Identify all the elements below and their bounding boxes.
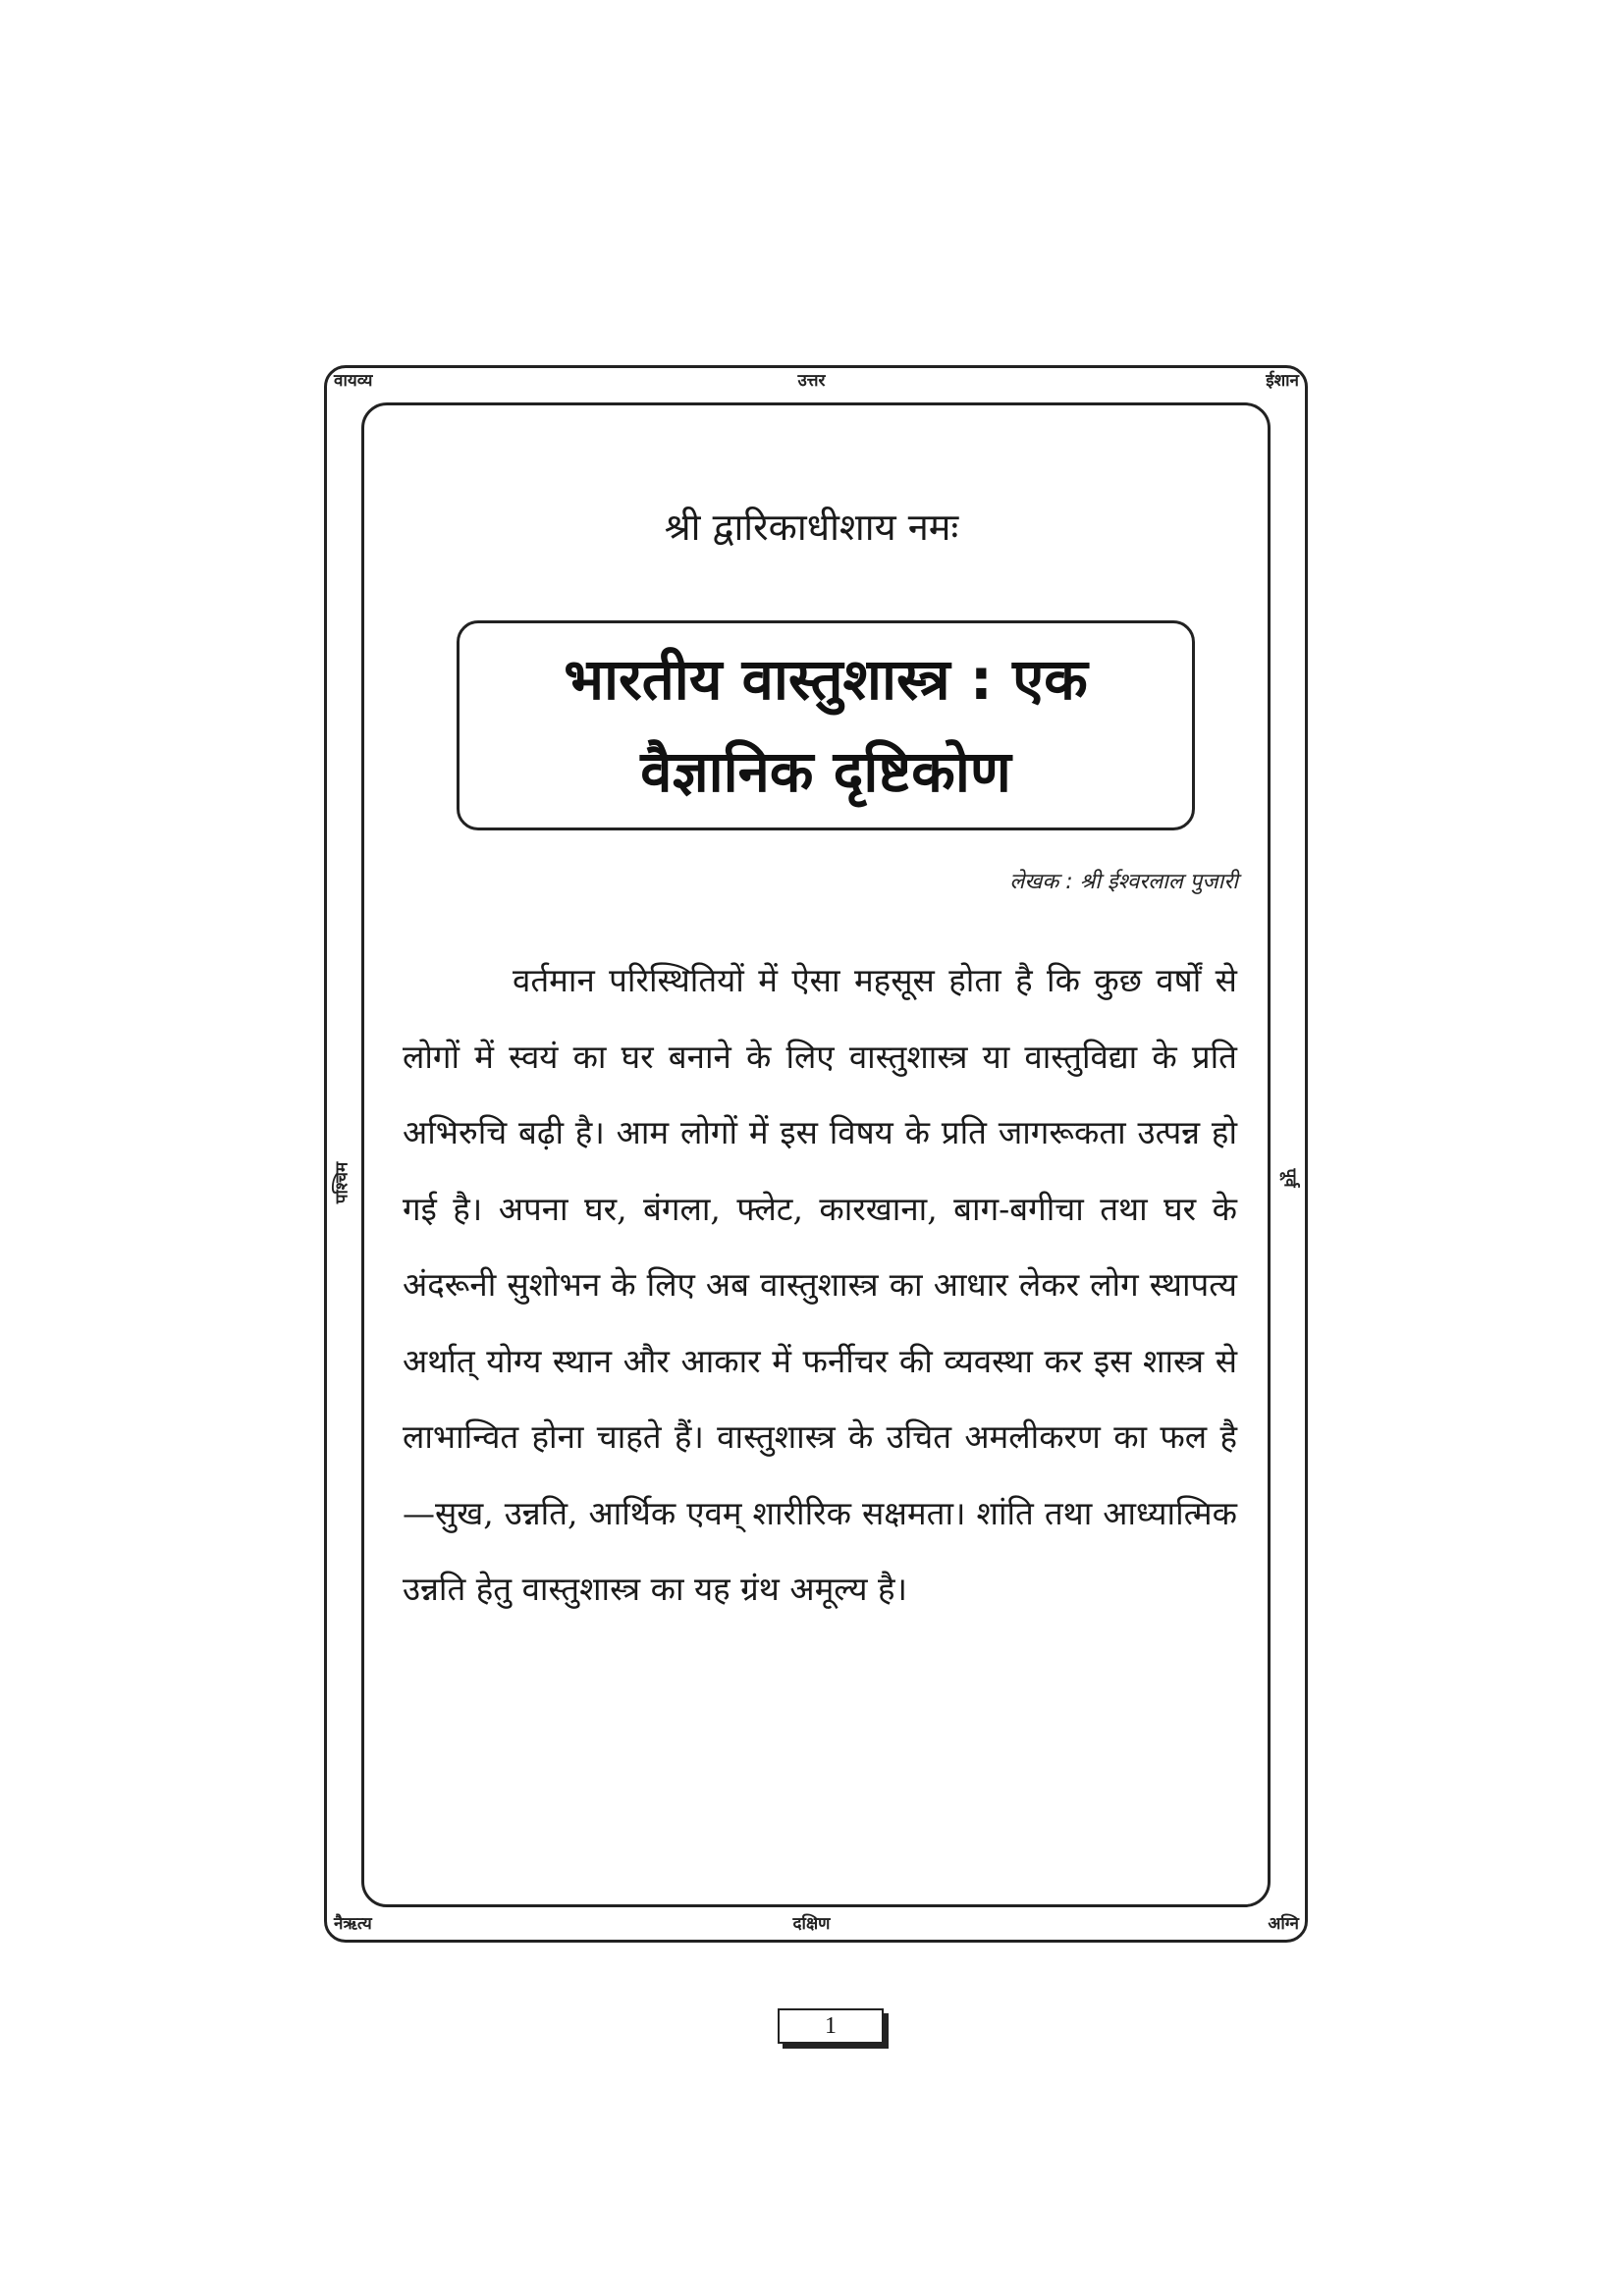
- author-credit: लेखक : श्री ईश्वरलाल पुजारी: [1009, 870, 1238, 894]
- direction-northeast: ईशान: [1266, 371, 1299, 391]
- title-line-1: भारतीय वास्तुशास्त्र : एक: [564, 646, 1088, 713]
- direction-south: दक्षिण: [792, 1914, 831, 1934]
- direction-east: पूर्व: [1279, 1168, 1300, 1188]
- body-paragraph: वर्तमान परिस्थितियों में ऐसा महसूस होता है कि कुछ वर्षों से लोगों में स्वयं का घर बनाने के लिए वास्तुशास्त्र या वास्तुविद्या के प्रति अभिरुचि बढ़ी है। आम लोगों में इस विषय के प्रति जागरूकता उत्पन्न हो गई है। अपना घर, बंगला, फ्लेट, कारखाना, बाग-बगीचा तथा घर के अंदरूनी सुशोभन के लिए अब वास्तुशास्त्र का आधार लेकर लोग स्थापत्य अर्थात् योग्य स्थान और आकार में फर्नीचर की व्यवस्था कर इस शास्त्र से लाभान्वित होना चाहते हैं। वास्तुशास्त्र के उचित अमलीकरण का फल है—सुख, उन्नति, आर्थिक एवम् शारीरिक सक्षमता। शांति तथा आध्यात्मिक उन्नति हेतु वास्तुशास्त्र का यह ग्रंथ अमूल्य है।: [403, 961, 1237, 1608]
- title-box: [457, 620, 1195, 830]
- direction-north: उत्तर: [797, 371, 826, 391]
- direction-northwest: वायव्य: [334, 371, 373, 391]
- title-line-2: वैज्ञानिक दृष्टिकोण: [640, 738, 1011, 805]
- direction-west: पश्चिम: [332, 1161, 352, 1204]
- direction-southeast: अग्नि: [1268, 1914, 1299, 1934]
- invocation-heading: श्री द्वारिकाधीशाय नमः: [664, 506, 959, 549]
- direction-southwest: नैऋत्य: [334, 1914, 372, 1934]
- page-number: 1: [778, 2008, 884, 2044]
